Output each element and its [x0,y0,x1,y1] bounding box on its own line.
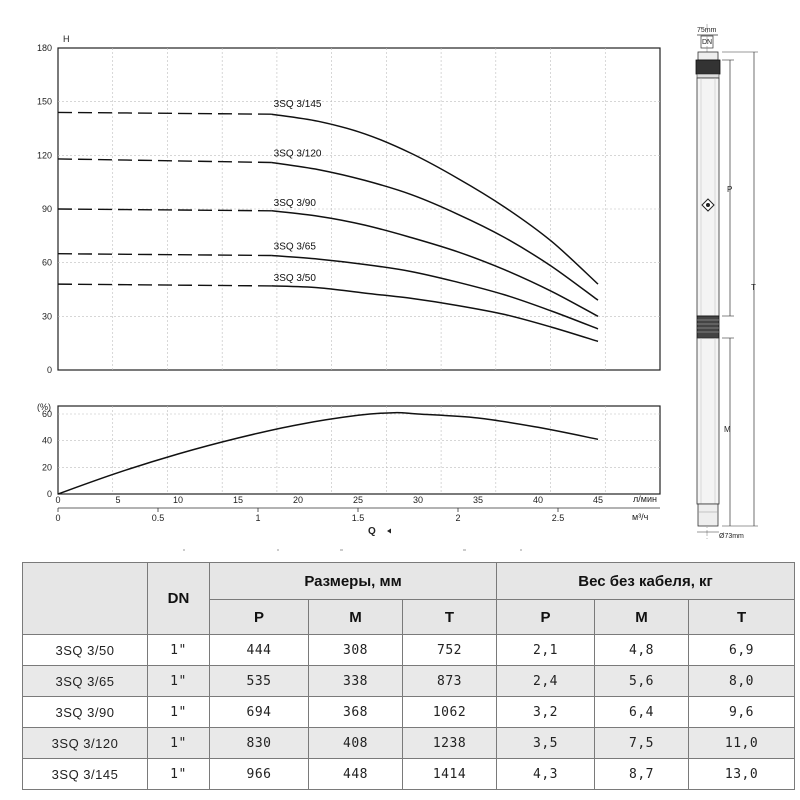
x-axis-unit-lmin: л/мин [633,494,657,504]
head-y-tick-label: 90 [41,204,52,214]
head-y-tick-label: 60 [41,257,52,268]
motor-body [697,338,719,504]
q-axis-label: Q [368,526,376,537]
model-cell: 3SQ 3/50 [23,635,148,666]
p-cell: 966 [210,759,309,790]
series-label: 3SQ 3/90 [273,197,316,209]
model-cell: 3SQ 3/90 [23,697,148,728]
weight-m-cell: 6,4 [595,697,689,728]
t-cell: 1238 [403,728,497,759]
weight-t-cell: 8,0 [689,666,795,697]
dn-cell: 1" [148,635,210,666]
model-header-cell [23,563,148,635]
pump-dimension-drawing [696,24,758,540]
efficiency-curve [58,413,598,494]
q-arrow-icon [387,529,391,534]
pump-body [697,78,719,316]
model-cell: 3SQ 3/120 [23,728,148,759]
head-y-tick-label: 0 [46,365,52,375]
x-tick-label-m3h: 2 [455,513,461,523]
pump-outlet [696,60,720,74]
x-tick-label-lmin: 30 [412,495,424,505]
x-tick-label-lmin: 5 [115,495,121,505]
pump-inlet [697,316,719,338]
efficiency-y-tick-label: 0 [46,489,52,499]
x-tick-label-lmin: 45 [592,495,604,505]
x-tick-label-lmin: 20 [292,495,304,505]
head-curve-dash-3sq-3-120 [58,159,272,163]
x-tick-label-lmin: 25 [352,495,364,505]
t-label: T [751,283,756,292]
head-curve-3sq-3-120 [272,163,598,301]
sub-header-weight-p: P [497,600,595,635]
t-cell: 873 [403,666,497,697]
dimensions-header: Размеры, мм [210,563,497,600]
head-curve-dash-3sq-3-145 [58,112,272,114]
spec-table [22,562,795,790]
efficiency-chart-grid [58,406,660,494]
head-curve-3sq-3-90 [272,211,598,316]
x-tick-label-lmin: 0 [55,495,61,505]
head-y-tick-label: 120 [36,150,52,161]
m-cell: 338 [309,666,403,697]
dn-cell: 1" [148,759,210,790]
sub-header-weight-m: M [595,600,689,635]
weight-t-cell: 11,0 [689,728,795,759]
model-cell: 3SQ 3/65 [23,666,148,697]
efficiency-chart-y-ticks [42,409,52,499]
efficiency-x-ticks-m3h [55,508,564,523]
head-y-tick-label: 180 [36,43,52,53]
m-cell: 308 [309,635,403,666]
sub-header-p: P [210,600,309,635]
weight-m-cell: 8,7 [595,759,689,790]
weight-p-cell: 3,5 [497,728,595,759]
dn-header: DN [148,563,210,635]
sub-header-m: M [309,600,403,635]
m-label: M [724,425,731,434]
efficiency-y-tick-label: 40 [41,435,52,446]
table-row [23,666,795,697]
weight-m-cell: 4,8 [595,635,689,666]
table-row [23,697,795,728]
efficiency-chart-series [58,413,598,494]
efficiency-axis-label: (%) [37,402,51,412]
head-curve-3sq-3-50 [272,286,598,342]
top-width-label: 75mm [697,27,717,34]
t-cell: 1062 [403,697,497,728]
dn-cell: 1" [148,666,210,697]
m-cell: 408 [309,728,403,759]
table-row [23,759,795,790]
weight-p-cell: 2,4 [497,666,595,697]
p-cell: 830 [210,728,309,759]
weight-t-cell: 6,9 [689,635,795,666]
efficiency-x-ticks-lmin [55,495,603,505]
x-axis-unit-m3h: м³/ч [632,512,649,522]
series-label: 3SQ 3/120 [273,148,322,160]
weight-m-cell: 7,5 [595,728,689,759]
weight-header: Вес без кабеля, кг [497,563,795,600]
efficiency-y-tick-label: 60 [41,409,52,419]
head-y-tick-label: 30 [41,311,52,322]
x-tick-label-m3h: 2.5 [551,513,565,523]
weight-t-cell: 9,6 [689,697,795,728]
x-tick-label-m3h: 0.5 [151,513,165,523]
head-y-tick-label: 150 [36,96,52,107]
diameter-label: Ø73mm [719,533,744,540]
sub-header-t: T [403,600,497,635]
model-cell: 3SQ 3/145 [23,759,148,790]
x-tick-label-m3h: 1.5 [351,513,365,523]
weight-m-cell: 5,6 [595,666,689,697]
weight-p-cell: 3,2 [497,697,595,728]
weight-t-cell: 13,0 [689,759,795,790]
weight-p-cell: 2,1 [497,635,595,666]
x-tick-label-lmin: 40 [532,495,544,505]
p-cell: 694 [210,697,309,728]
head-curve-3sq-3-65 [272,256,598,329]
x-tick-label-lmin: 15 [232,495,244,505]
m-cell: 368 [309,697,403,728]
head-chart-grid [58,48,660,370]
x-tick-label-lmin: 35 [472,495,484,505]
dn-cell: 1" [148,697,210,728]
sub-header-weight-t: T [689,600,795,635]
head-curve-dash-3sq-3-50 [58,284,272,286]
table-row [23,728,795,759]
p-label: P [727,185,733,194]
dn-cell: 1" [148,728,210,759]
table-row [23,635,795,666]
x-tick-label-m3h: 1 [255,513,261,523]
efficiency-y-tick-label: 20 [41,462,52,473]
x-tick-label-lmin: 10 [172,495,184,505]
t-cell: 752 [403,635,497,666]
series-label: 3SQ 3/145 [273,99,322,111]
efficiency-chart-frame [58,406,660,494]
p-cell: 535 [210,666,309,697]
m-cell: 448 [309,759,403,790]
series-label: 3SQ 3/65 [273,241,316,253]
p-cell: 444 [210,635,309,666]
series-label: 3SQ 3/50 [273,272,316,284]
dn-label: DN [702,39,713,46]
head-curve-dash-3sq-3-65 [58,254,272,256]
x-tick-label-m3h: 0 [55,513,61,523]
t-cell: 1414 [403,759,497,790]
weight-p-cell: 4,3 [497,759,595,790]
head-chart-y-ticks [37,43,52,375]
head-axis-label: H [63,34,70,44]
head-chart-series [58,99,598,341]
